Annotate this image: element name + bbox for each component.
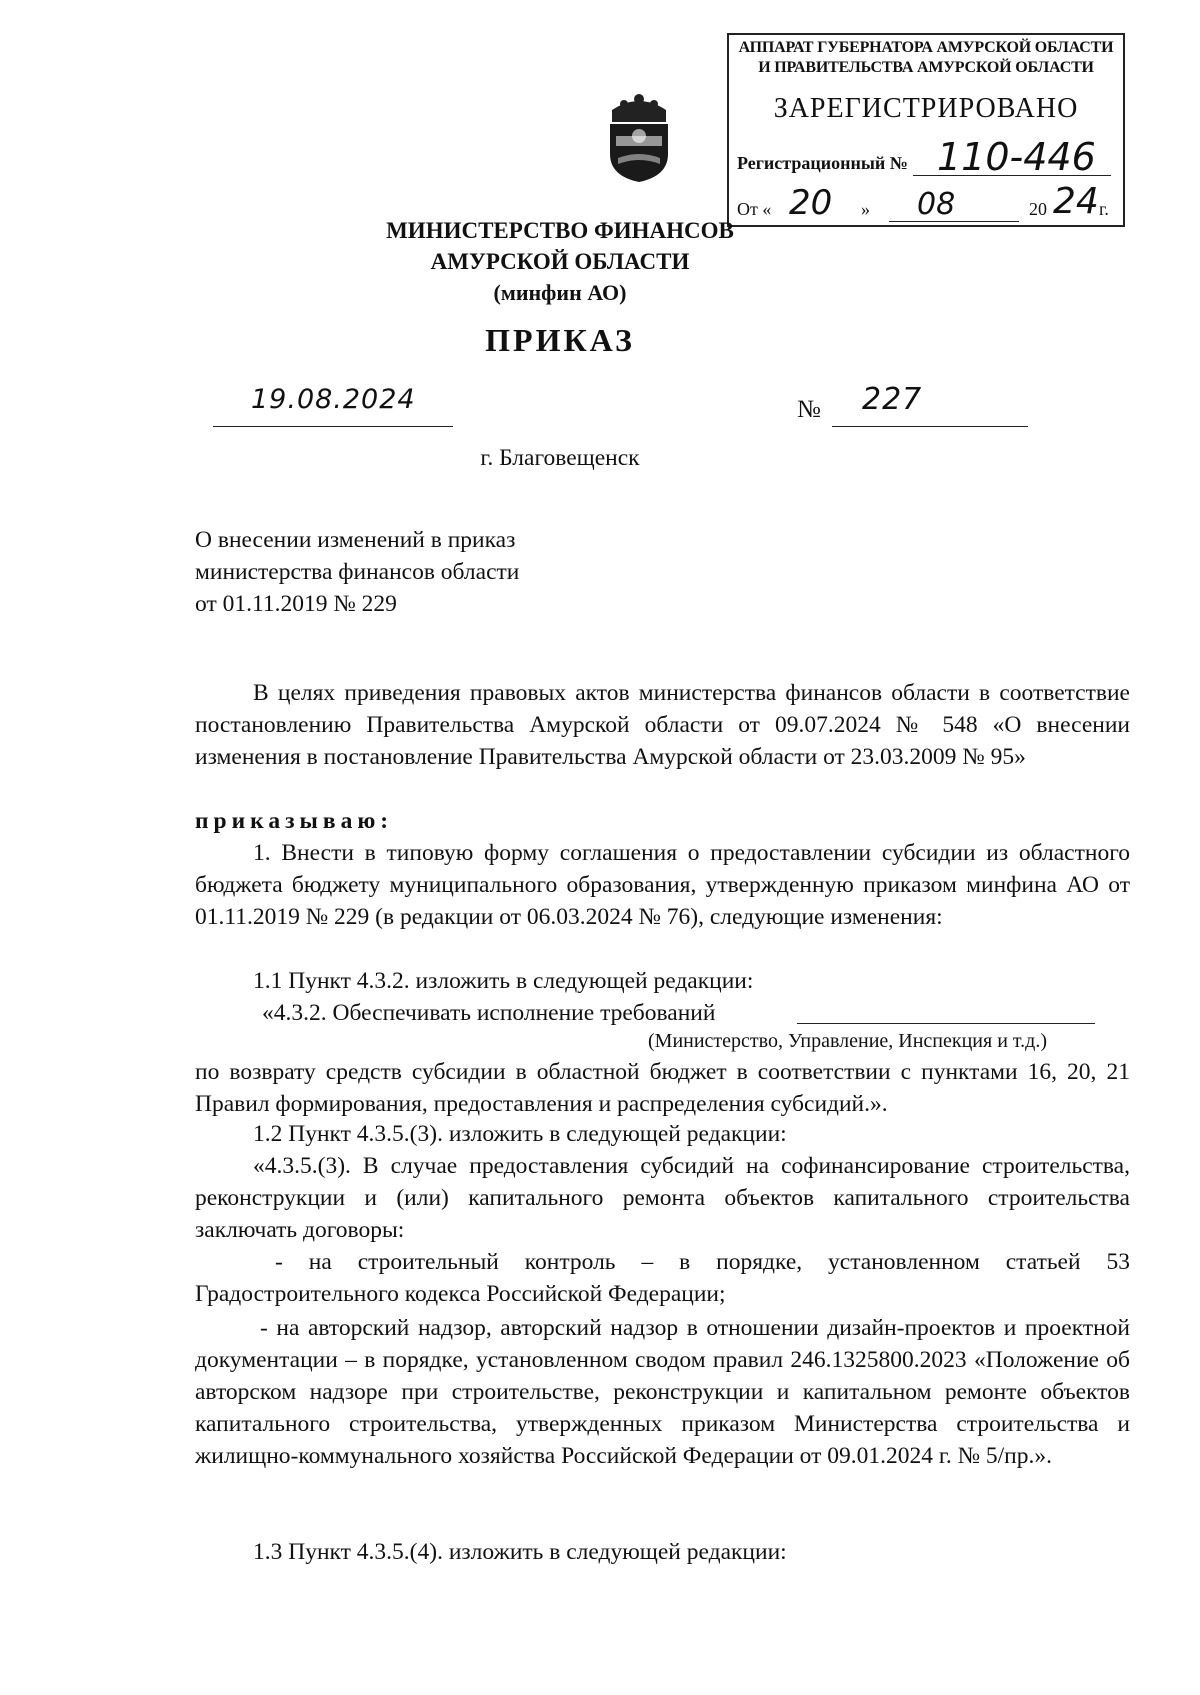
intro-paragraph: В целях приведения правовых актов министерства финансов области в соответствие постановлению Правительства Амурской области от 09.07.2024 № 548 «О внесении изменения в постановление Правительства Амурской области от 23.03.2009 № 95»: [195, 680, 1130, 770]
stamp-reg-label: Регистрационный №: [737, 153, 908, 173]
item-1-2-quote: «4.3.5.(3). В случае предоставления субсидий на софинансирование строительства, реконструкции и (или) капитального ремонта объектов капитального строительства заключать договоры:: [195, 1153, 1130, 1243]
subject-line3: от 01.11.2019 № 229: [195, 591, 397, 617]
order-number-label: №: [797, 396, 821, 423]
order-word: приказываю:: [195, 808, 394, 834]
stamp-year-suffix: 24: [1053, 181, 1099, 222]
document-title: ПРИКАЗ: [485, 322, 635, 358]
item-1-1-continuation: по возврату средств субсидии в областной бюджет в соответствии с пунктами 16, 20, 21 Правил формирования, предоставления и распределения субсидий.».: [195, 1059, 1130, 1117]
subject-line1: О внесении изменений в приказ: [195, 527, 516, 553]
stamp-date-mid: »: [861, 199, 870, 219]
item-1-1: 1.1 Пункт 4.3.2. изложить в следующей редакции:: [253, 968, 754, 994]
order-date-field: [213, 384, 453, 427]
item-1-1-quote: «4.3.2. Обеспечивать исполнение требований: [262, 1000, 716, 1026]
stamp-date-month: 08: [917, 187, 956, 222]
stamp-org-line2: И ПРАВИТЕЛЬСТВА АМУРСКОЙ ОБЛАСТИ: [758, 59, 1094, 76]
ministry-name: МИНИСТЕРСТВО ФИНАНСОВ: [386, 218, 734, 243]
order-number-field: [832, 382, 1028, 427]
stamp-status: ЗАРЕГИСТРИРОВАНО: [773, 93, 1079, 124]
item-1-3: 1.3 Пункт 4.3.5.(4). изложить в следующей редакции:: [253, 1539, 787, 1565]
stamp-year-end: г.: [1099, 199, 1109, 219]
blank-line: [797, 1022, 1095, 1024]
subject-line2: министерства финансов области: [195, 559, 520, 585]
registration-stamp: [727, 33, 1125, 227]
item-1-2-a: - на строительный контроль – в порядке, установленном статьей 53 Градостроительного кодекса Российской Федерации;: [195, 1249, 1130, 1307]
stamp-year-prefix: 20: [1029, 199, 1047, 219]
coat-of-arms-icon: [604, 92, 674, 184]
item-1: 1. Внести в типовую форму соглашения о предоставлении субсидии из областного бюджета бюджету муниципального образования, утвержденную приказом минфина АО от 01.11.2019 № 229 (в редакции от 06.03.2024 № 76), следующие изменения:: [195, 840, 1130, 930]
item-1-2: 1.2 Пункт 4.3.5.(3). изложить в следующей редакции:: [253, 1121, 787, 1147]
stamp-reg-number: 110-446: [937, 135, 1096, 179]
order-date: 19.08.2024: [251, 384, 416, 415]
stamp-date-prefix: От «: [737, 199, 772, 219]
ministry-abbrev: (минфин АО): [493, 280, 627, 305]
stamp-date-day: 20: [789, 183, 833, 223]
region-name: АМУРСКОЙ ОБЛАСТИ: [430, 249, 690, 274]
city: г. Благовещенск: [480, 445, 640, 471]
item-1-1-hint: (Министерство, Управление, Инспекция и т.д.): [648, 1030, 1047, 1052]
item-1-2-b: - на авторский надзор, авторский надзор в отношении дизайн-проектов и проектной документации – в порядке, установленном сводом правил 246.1325800.2023 «Положение об авторском надзоре при строительстве, реконструкции и капитальном ремонте объектов капитального строительства, утвержденных приказом Министерства строительства и жилищно-коммунального хозяйства Российской Федерации от 09.01.2024 г. № 5/пр.».: [195, 1315, 1130, 1469]
order-number: 227: [862, 382, 923, 417]
stamp-org-line1: АППАРАТ ГУБЕРНАТОРА АМУРСКОЙ ОБЛАСТИ: [738, 39, 1114, 56]
